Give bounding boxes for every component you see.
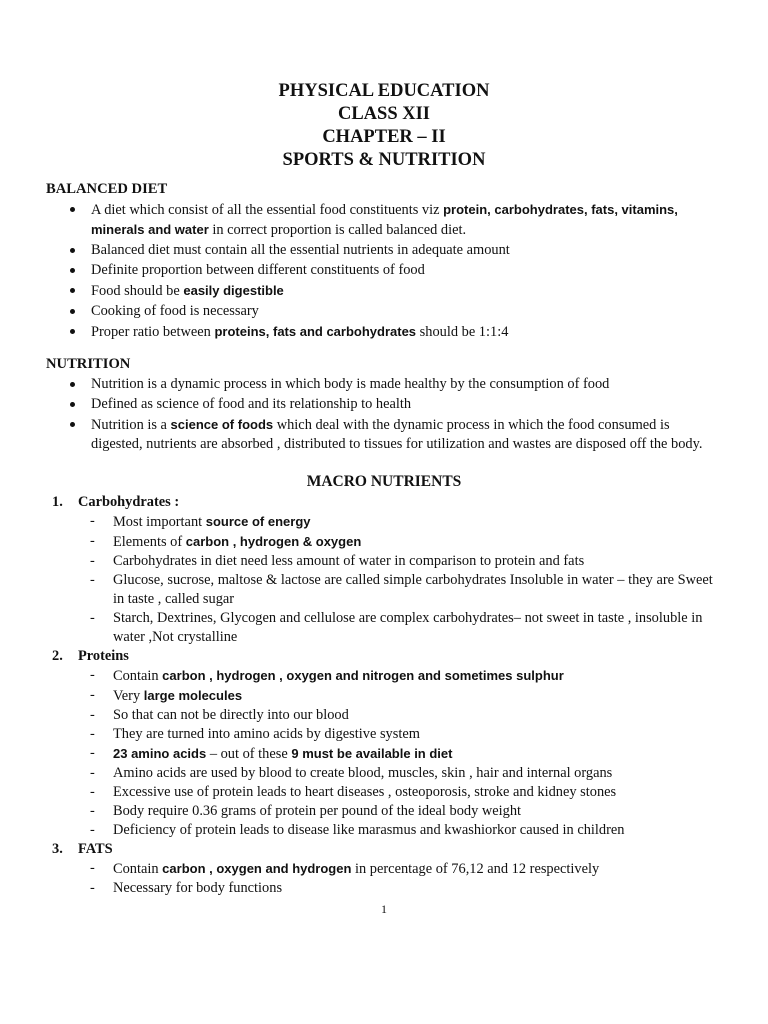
bullet-icon [70, 288, 75, 293]
bold-text: carbon , hydrogen , oxygen and nitrogen and sometimes sulphur [162, 668, 564, 683]
dash-icon: - [90, 726, 95, 742]
page-number: 1 [381, 902, 387, 916]
bullet-icon [70, 248, 75, 253]
text-run: Contain [113, 861, 163, 877]
numbered-heading [52, 647, 722, 666]
bold-text: 23 amino acids [113, 746, 207, 761]
dash-item [52, 764, 722, 783]
dash-icon: - [90, 572, 95, 588]
dash-item [52, 821, 722, 840]
text-run: Nutrition is a dynamic process in which body is made healthy by the consumption of food [91, 376, 610, 392]
macro-nutrients-heading: MACRO NUTRIENTS [306, 473, 462, 490]
dash-icon: - [90, 533, 95, 549]
text-run: Definite proportion between different constituents of food [91, 262, 425, 278]
dash-icon: - [90, 803, 95, 819]
balanced-diet-heading: BALANCED DIET [46, 181, 168, 197]
bullet-icon [70, 207, 75, 212]
text-run: They are turned into amino acids by digestive system [113, 726, 420, 742]
bullet-item [46, 200, 718, 240]
text-run: in percentage of 76,12 and 12 respectively [351, 861, 600, 877]
dash-icon: - [90, 553, 95, 569]
heading-title: Proteins [78, 648, 129, 664]
dash-icon: - [90, 513, 95, 529]
text-run: Very [113, 688, 144, 704]
dash-item [52, 552, 722, 571]
nutrition-list [46, 375, 718, 455]
bullet-item [46, 375, 718, 394]
bold-text: easily digestible [183, 283, 284, 298]
text-run: Most important [113, 514, 206, 530]
text-run: Amino acids are used by blood to create blood, muscles, skin , hair and internal organs [113, 765, 613, 781]
dash-item [52, 609, 722, 647]
dash-icon: - [90, 784, 95, 800]
dash-list [52, 666, 722, 840]
text-run: Deficiency of protein leads to disease like marasmus and kwashiorkor caused in children [113, 822, 625, 838]
text-run: Balanced diet must contain all the essential nutrients in adequate amount [91, 242, 510, 258]
text-run: – out of these [206, 746, 292, 762]
text-run: Contain [113, 668, 163, 684]
dash-item [52, 571, 722, 609]
text-run: Elements of [113, 534, 186, 550]
bold-text: carbon , hydrogen & oxygen [185, 534, 362, 549]
macro-nutrients-sections [52, 493, 722, 898]
bold-text: carbon , oxygen and hydrogen [162, 861, 352, 876]
dash-item [52, 725, 722, 744]
text-run: Nutrition is a [91, 417, 171, 433]
bullet-icon [70, 382, 75, 387]
bullet-item [46, 395, 718, 414]
bullet-icon [70, 422, 75, 427]
heading-title: FATS [78, 841, 113, 857]
text-run: Excessive use of protein leads to heart diseases , osteoporosis, stroke and kidney stones [113, 784, 617, 800]
dash-icon: - [90, 765, 95, 781]
bullet-item [46, 322, 718, 342]
dash-item [52, 706, 722, 725]
text-run: Cooking of food is necessary [91, 303, 259, 319]
heading-number: 1. [52, 494, 63, 510]
text-run: Glucose, sucrose, maltose & lactose are called simple carbohydrates Insoluble in water – they are Sweet in taste , called sugar [113, 572, 713, 607]
heading-title: Carbohydrates : [78, 494, 180, 510]
text-run: should be 1:1:4 [416, 324, 509, 340]
dash-icon: - [90, 610, 95, 626]
bullet-item [46, 281, 718, 301]
dash-list [52, 512, 722, 647]
text-run: Necessary for body functions [113, 880, 283, 896]
text-run: Food should be [91, 283, 184, 299]
bold-text: proteins, fats and carbohydrates [214, 324, 417, 339]
text-run: So that can not be directly into our blood [113, 707, 349, 723]
bullet-icon [70, 329, 75, 334]
text-run: which deal with the dynamic process in which the food consumed is digested, nutrients are absorbed , distributed to tissues for utilization and wastes are disposed off the body. [91, 417, 703, 452]
bullet-item [46, 302, 718, 321]
dash-item [52, 859, 722, 879]
dash-item [52, 783, 722, 802]
text-run: Starch, Dextrines, Glycogen and cellulose are complex carbohydrates– not sweet in taste , insoluble in water ,Not crystalline [113, 610, 703, 645]
dash-icon: - [90, 707, 95, 723]
text-run: Proper ratio between [91, 324, 215, 340]
bold-text: 9 must be available in diet [291, 746, 453, 761]
dash-icon: - [90, 822, 95, 838]
bullet-item [46, 415, 718, 454]
bold-text: source of energy [205, 514, 311, 529]
chapter-title: CHAPTER – II [322, 127, 446, 147]
text-run: Carbohydrates in diet need less amount of water in comparison to protein and fats [113, 553, 585, 569]
class-title: CLASS XII [337, 104, 431, 124]
dash-icon: - [90, 880, 95, 896]
subject-title: PHYSICAL EDUCATION [278, 81, 490, 101]
dash-item [52, 802, 722, 821]
dash-icon: - [90, 687, 95, 703]
text-run: Body require 0.36 grams of protein per pound of the ideal body weight [113, 803, 522, 819]
bullet-item [46, 261, 718, 280]
heading-number: 2. [52, 648, 63, 664]
dash-item [52, 686, 722, 706]
dash-item [52, 532, 722, 552]
bold-text: protein, carbohydrates, fats, vitamins, minerals and water [91, 202, 678, 237]
dash-item [52, 666, 722, 686]
bullet-icon [70, 309, 75, 314]
text-run: in correct proportion is called balanced diet. [208, 222, 467, 238]
numbered-heading [52, 493, 722, 512]
dash-icon: - [90, 745, 95, 761]
title-block [0, 80, 768, 172]
dash-icon: - [90, 667, 95, 683]
dash-list [52, 859, 722, 898]
topic-title: SPORTS & NUTRITION [282, 150, 486, 170]
text-run: A diet which consist of all the essential food constituents viz [91, 202, 444, 218]
text-run: Defined as science of food and its relationship to health [91, 396, 412, 412]
dash-item [52, 512, 722, 532]
nutrition-heading: NUTRITION [46, 356, 131, 372]
dash-item [52, 744, 722, 764]
bold-text: science of foods [170, 417, 274, 432]
bold-text: large molecules [143, 688, 243, 703]
dash-icon: - [90, 860, 95, 876]
bullet-item [46, 241, 718, 260]
dash-item [52, 879, 722, 898]
bullet-icon [70, 402, 75, 407]
heading-number: 3. [52, 841, 63, 857]
balanced-diet-list [46, 200, 718, 343]
numbered-heading [52, 840, 722, 859]
bullet-icon [70, 268, 75, 273]
